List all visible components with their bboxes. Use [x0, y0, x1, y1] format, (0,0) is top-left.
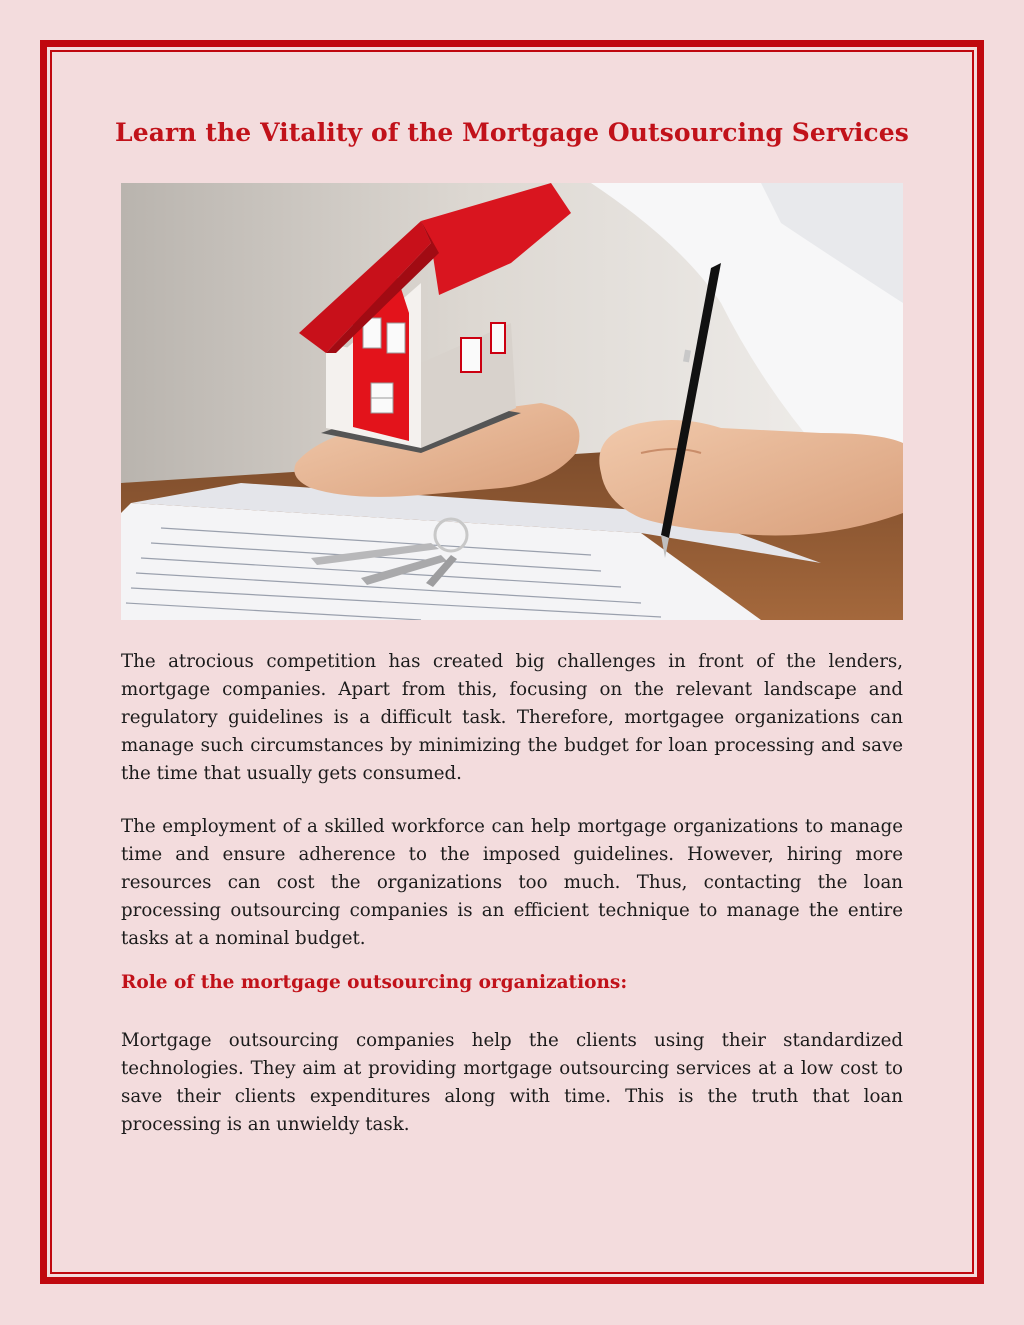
section-subheading: Role of the mortgage outsourcing organizations:: [121, 972, 628, 993]
paragraph-role: Mortgage outsourcing companies help the clients using their standardized technologies. They aim at providing mortgage outsourcing services at a low cost to save their clients expenditures along with time. This is the truth that loan processing is an unwieldy task.: [121, 1030, 903, 1135]
house-keys-contract-photo: [121, 183, 903, 620]
paragraph-workforce: The employment of a skilled workforce can help mortgage organizations to manage time and ensure adherence to the imposed guidelines. However, hiring more resources can cost the organizations too much. Thus, contacting the loan processing outsourcing companies is an efficient technique to manage the entire tasks at a nominal budget.: [121, 816, 903, 949]
paragraph-intro: The atrocious competition has created big challenges in front of the lenders, mortgage companies. Apart from this, focusing on the relevant landscape and regulatory guidelines is a difficult task. Therefore, mortgagee organizations can manage such circumstances by minimizing the budget for loan processing and save the time that usually gets consumed.: [121, 651, 903, 784]
document-title: Learn the Vitality of the Mortgage Outsourcing Services: [115, 118, 909, 147]
